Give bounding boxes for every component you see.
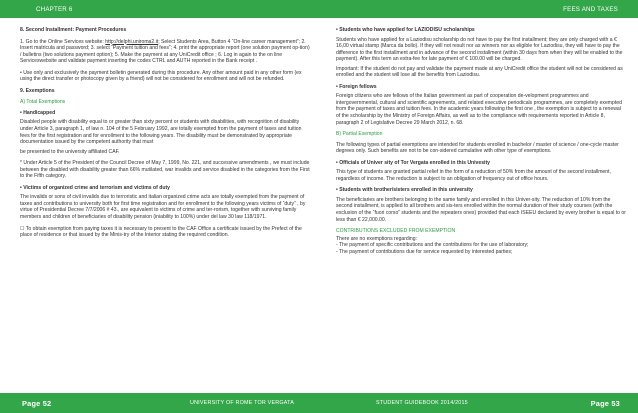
footer-bar xyxy=(0,393,638,413)
section-8-title: 8. Second Installment: Payment Procedures xyxy=(20,27,127,33)
partial-exemption-paragraph: The following types of partial exemptions are intended for students enrolled in bachelor / master of science / one-cycle master degrees only. Such benefits are not to be con-sidered cumulative with other type of exemptions. xyxy=(336,141,619,155)
handicapped-title: • Handicapped xyxy=(20,109,56,116)
section-8-paragraph-1 xyxy=(20,39,310,65)
page-number-left: Page 52 xyxy=(22,399,52,408)
siblings-paragraph: The beneficiaries are brothers belonging to the same family and enrolled in this Univer-sity. The reduction of 10% from the second installment, is applied to all brothers and sis-ters enrolled within the normal duration of their study courses (with the exclusion of the “fuori corso” students and the repeaters ones) provided that each ISEEU declared by every brother is equal to or less than € 22,000.00. xyxy=(336,196,626,223)
section-8-text-a: 1. Go to the Online Services website: xyxy=(20,38,106,45)
excluded-line-3: - The payment of contributions due for service requested by interested parties; xyxy=(336,248,513,255)
excluded-line-1: There are no exemptions regarding: xyxy=(336,235,417,242)
page-number-right: Page 53 xyxy=(590,399,620,408)
excluded-line-2: - The payment of specific contributions and the contributions for the use of laboratory; xyxy=(336,242,529,249)
victims-paragraph: The invalids or sons of civil invalids due to terroristic and italian organized crime acts are totally exempted from the payment of taxes and contributions to university both for first time registration and for enrollment to the following years victims of “duty” , by virtue of Presidential Decree 7/7/2006 # 43., are equivalent to victims of crime and ter-rorism, together with surviving family members and children of beneficiaries of disability pension (iniability to 100%) under del law 30 law 118/1971. xyxy=(20,194,306,221)
foreign-fellows-paragraph: Foreign citizens who are fellows of the Italian government as part of cooperation de-velopment programmes and intergovernmental, cultural and scientific agreements, and related executive periodicals programmes, are completely exempted from the payment of taxes and tuition fees. In the academic years following the first one , the exemption is subject to a renewal of the scholarship by the Ministry of Foreign Affairs, as well as to the compliance with requirements reported in Article 8, paragraph 2 of Legislative Decree 29 March 2012, n. 68. xyxy=(336,93,622,126)
section-label: FEES AND TAXES xyxy=(563,6,618,13)
section-9-title: 9. Exemptions xyxy=(20,87,55,94)
partial-exemption-title: B) Partial Exemption xyxy=(336,131,383,138)
handicapped-paragraph: Disabled people with disability equal to or greater than sixty percent or students with disabilities, with recognition of disability under Article 3, paragraph 1, of law n. 104 of the 5 February 1992, are totally exempted from the payment of taxes and tuition fees for the first registration and for enrollment to the following years. The disability must be demonstrated by appropriate documentation issued by the competent authority that must xyxy=(20,119,302,146)
officials-paragraph: This type of students are granted partial relief in the form of a reduction of 50% from the amount of the second installment, regardless of income. The reduction is subject to an obligation of frequency out of office hours. xyxy=(336,169,611,182)
victims-title: • Victims of organized crime and terrorism and victims of duty xyxy=(20,184,171,191)
siblings-title: • Students with brother/sisters enrolled in this university xyxy=(336,187,473,194)
chapter-label: CHAPTER 6 xyxy=(36,6,73,13)
online-services-link[interactable]: http://delphi.uniroma2.it xyxy=(105,38,159,45)
header-bar xyxy=(0,0,638,18)
caf-paragraph: ☐ To obtain exemption from paying taxes it is necessary to present to the CAF Office a certificate issued by the Prefect of the place of residence or that issued by the Minis-try of the Interior stating the required condition. xyxy=(20,225,302,239)
total-exemptions-title: A) Total Exemptions xyxy=(20,99,66,106)
right-column xyxy=(336,27,626,389)
laziodisu-title: • Students who have applied for LAZIODISU scholarships xyxy=(336,27,475,33)
left-column xyxy=(20,27,310,389)
section-8-text-b: ; Select Students Area, Button 4 “On-line career management”; 2. Insert matricula and password; 3. select “Payment tuition and fees”; 4. print the appropriate report (one solution payment op-tion) / bulletins (two solutions payment option); 5. Make the payment at any UniCredit office ; 6. Log in again to the on line Serviceswebsite and validate payment inserting the codes CTRL and AUTH reported in the Bank receipt . xyxy=(20,38,310,65)
handicapped-note: * Under Article 5 of the President of the Council Decree of May 7, 1999, No. 221, and successive amendments , we must include between the disabled with disability greater than 66% mutilated, war invalids and service disabled in the categories from the First to the Fifth category. xyxy=(20,160,310,180)
footer-university: UNIVERSITY OF ROME TOR VERGATA xyxy=(190,400,295,406)
handicapped-paragraph-b: be presented to the university affiliated CAF. xyxy=(20,148,120,155)
foreign-fellows-title: • Foreign fellows xyxy=(336,83,377,90)
footer-guidebook: STUDENT GUIDEBOOK 2014/2015 xyxy=(376,400,468,406)
laziodisu-paragraph: Students who have applied for a Laziodisu scholarship do not have to pay the first installment; they are only charged with a € 16,00 virtual stamp (Marca da bollo). If they will not result nor as winners nor as eligible for Laziodisu, they will have to pay the difference to the first installment and in advance of the second installment (within 30 days from when they will be enabled to the payment). After this term an extra-fee for late payment of € 100.00 will be charged. xyxy=(336,36,623,63)
section-8-paragraph-2: • Use only and exclusively the payment bolletin generated during this procedure. Any other amount paid in any other form (ex using the direct transfer or photocopy given by a friend) will not be considered for enrollment and will not be refunded. xyxy=(20,69,302,83)
excluded-title: CONTRIBUTIONS EXCLUDED FROM EXEMPTION xyxy=(336,228,456,235)
officials-title: • Officials of Univer sity of Tor Vergata enrolled in this Univesity xyxy=(336,159,490,166)
laziodisu-important: Important: If the student do not pay and validate the payment made at any UniCredit office the student will not be considered as enrolled and the student will lose all the benefits from Laziodisu. xyxy=(336,65,623,79)
